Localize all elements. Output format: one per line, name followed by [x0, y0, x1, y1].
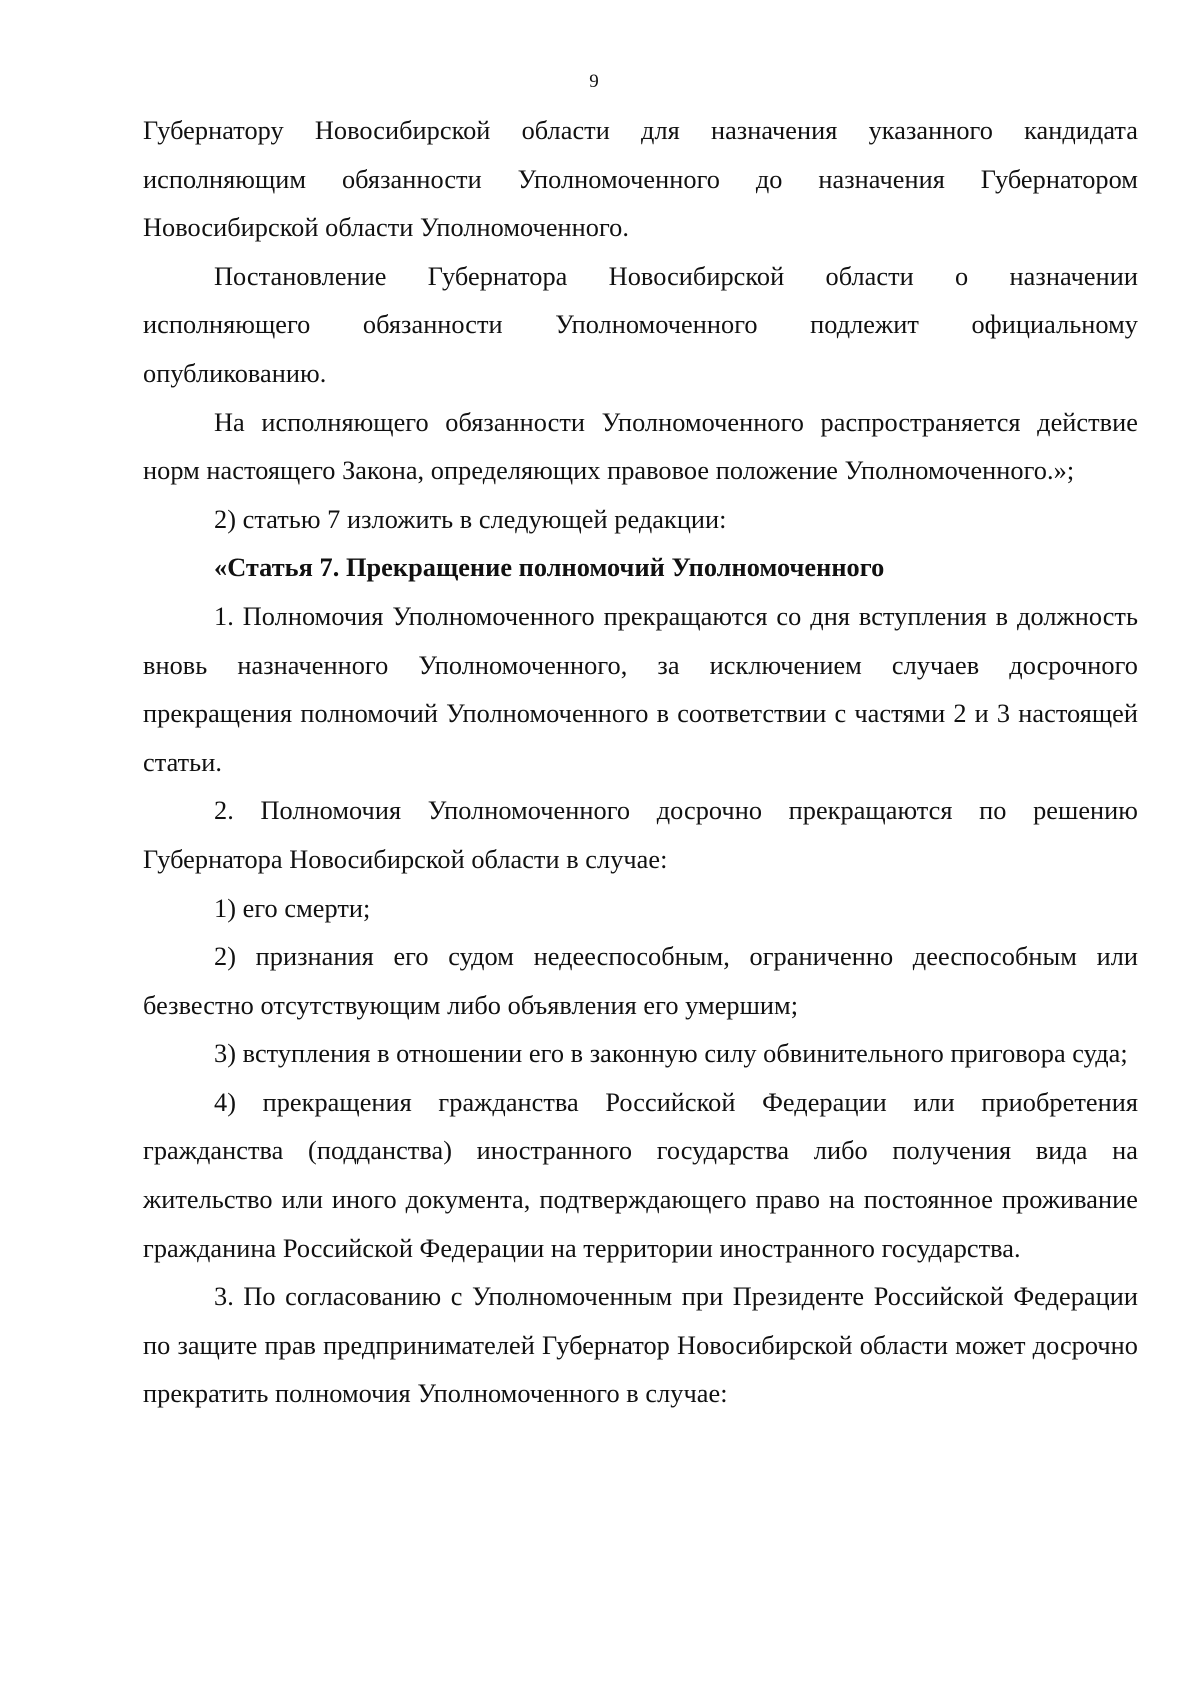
- list-item-3: 3) вступления в отношении его в законную силу обвинительного приговора суда;: [214, 1039, 1128, 1069]
- paragraph-continuation: Губернатору Новосибирской области для назначения указанного кандидата исполняющим обязанности Уполномоченного до назначения Губернатором Новосибирской области Уполномоченного.: [143, 116, 1138, 243]
- article-title: «Статья 7. Прекращение полномочий Уполномоченного: [214, 553, 885, 583]
- page-number: 9: [589, 71, 599, 92]
- paragraph-publication: Постановление Губернатора Новосибирской области о назначении исполняющего обязанности Уполномоченного подлежит официальному опубликованию.: [143, 261, 1138, 388]
- paragraph-acting-status: На исполняющего обязанности Уполномоченного распространяется действие норм настоящего Закона, определяющих правовое положение Уполномоченного.»;: [143, 407, 1138, 486]
- document-body: [143, 107, 1138, 1419]
- article-part-3: 3. По согласованию с Уполномоченным при Президенте Российской Федерации по защите прав предпринимателей Губернатор Новосибирской области может досрочно прекратить полномочия Уполномоченного в случае:: [143, 1282, 1138, 1409]
- list-item-2: 2) признания его судом недееспособным, ограниченно дееспособным или безвестно отсутствующим либо объявления его умершим;: [143, 942, 1138, 1020]
- list-item-4: 4) прекращения гражданства Российской Федерации или приобретения гражданства (подданства) иностранного государства либо получения вида на жительство или иного документа, подтверждающего право на постоянное проживание гражданина Российской Федерации на территории иностранного государства.: [143, 1087, 1138, 1263]
- list-item-1: 1) его смерти;: [214, 893, 371, 923]
- paragraph-amendment-item: 2) статью 7 изложить в следующей редакции:: [214, 504, 727, 534]
- article-part-1: 1. Полномочия Уполномоченного прекращаются со дня вступления в должность вновь назначенного Уполномоченного, за исключением случаев досрочного прекращения полномочий Уполномоченного в соответствии с частями 2 и 3 настоящей статьи.: [143, 601, 1138, 777]
- article-part-2: 2. Полномочия Уполномоченного досрочно прекращаются по решению Губернатора Новосибирской области в случае:: [143, 796, 1138, 874]
